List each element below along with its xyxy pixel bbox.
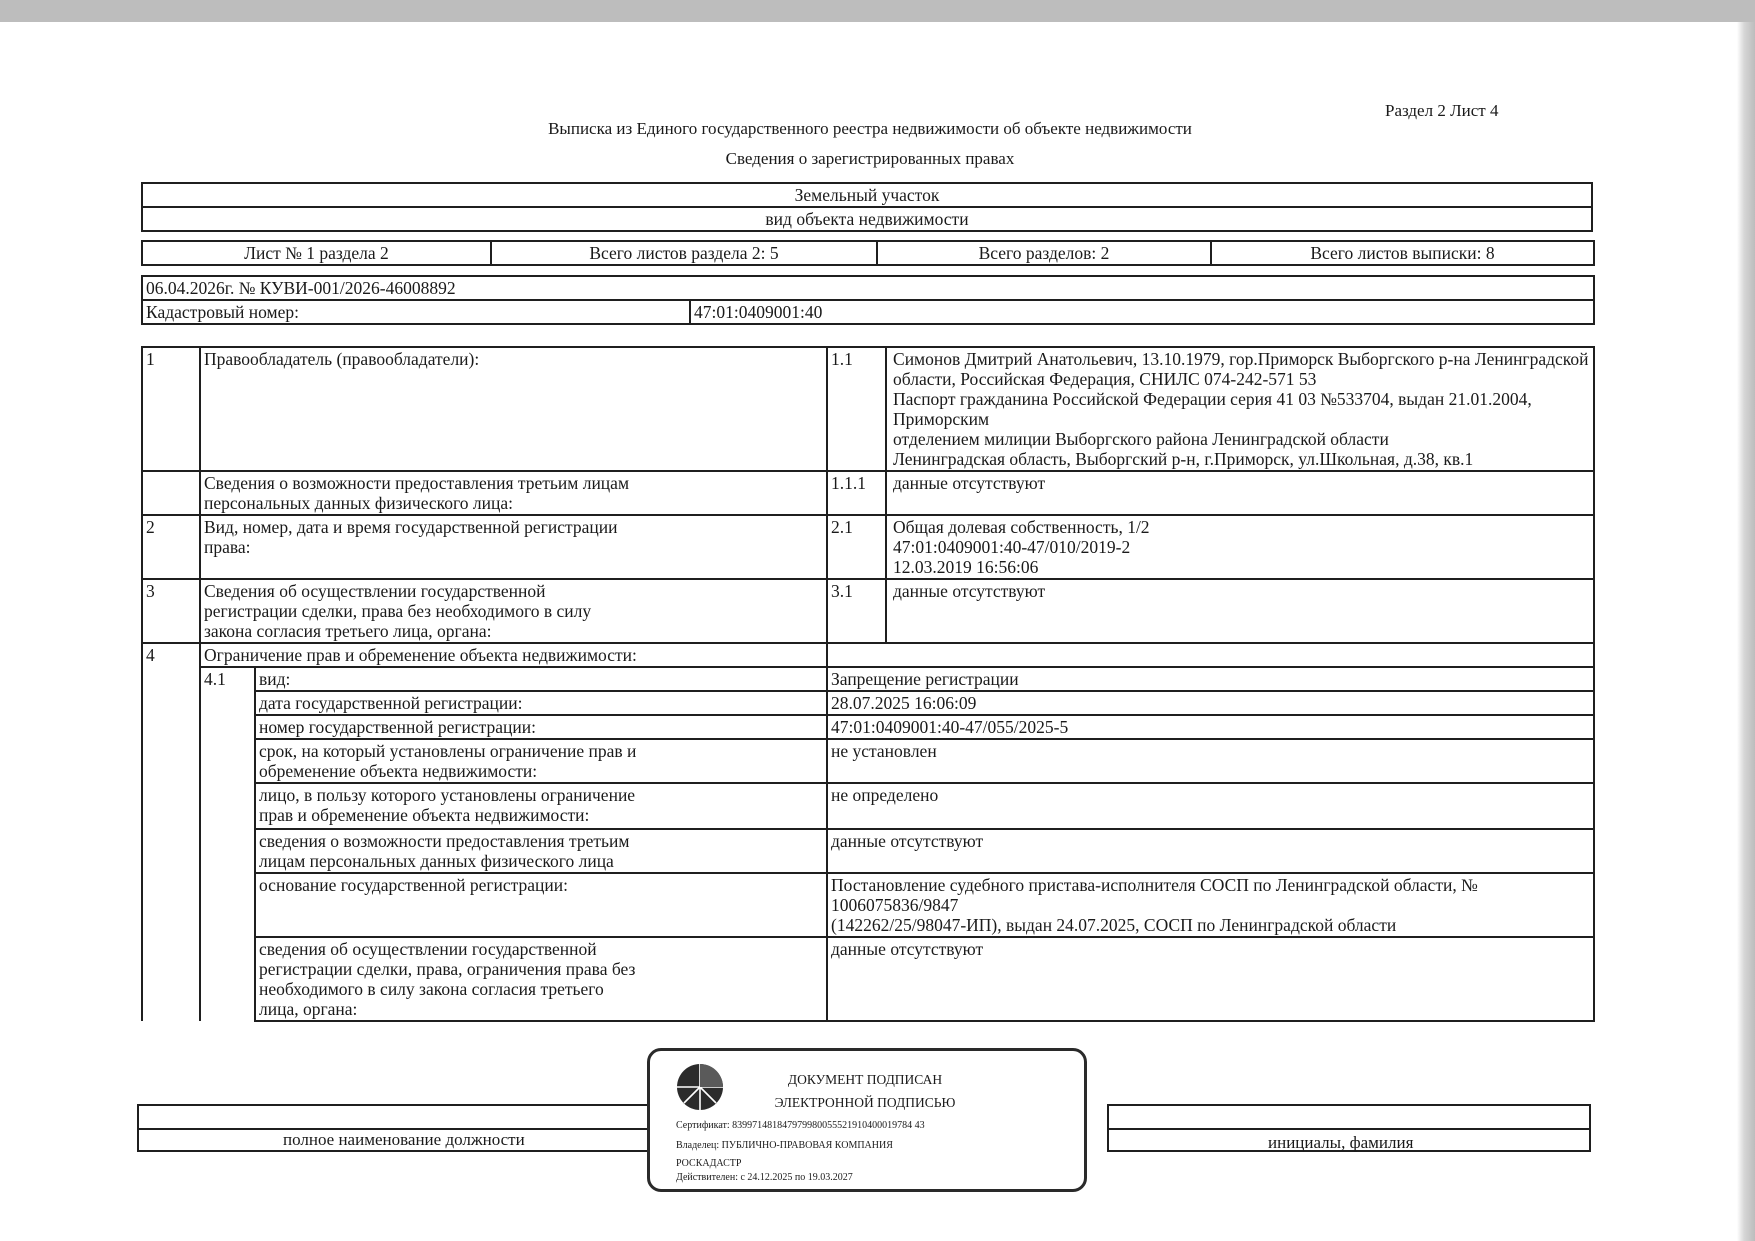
cadastral-number-value: 47:01:0409001:40 [690, 300, 1594, 324]
encumbrance-label: номер государственной регистрации: [255, 715, 827, 739]
row-value [886, 515, 1594, 579]
label-line: закона согласия третьего лица, органа: [204, 621, 492, 641]
rights-table [141, 346, 1595, 1022]
total-sheets-extract: Всего листов выписки: 8 [1211, 241, 1594, 265]
rightholder-line: Симонов Дмитрий Анатольевич, 13.10.1979, гор.Приморск Выборгского р-на Ленинградской [893, 349, 1589, 369]
signature-validity: Действителен: с 24.12.2025 по 19.03.2027 [676, 1172, 853, 1183]
object-type-value: Земельный участок [142, 183, 1592, 207]
row-label: Ограничение прав и обременение объекта недвижимости: [200, 643, 827, 667]
table-row [142, 937, 1594, 1021]
encumbrance-label: основание государственной регистрации: [255, 873, 827, 937]
row-label [200, 515, 827, 579]
rightholder-line: области, Российская Федерация, СНИЛС 074-242-571 53 [893, 369, 1317, 389]
rightholder-line: Паспорт гражданина Российской Федерации серия 41 03 №533704, выдан 21.01.2004, Приморским [893, 389, 1532, 429]
encumbrance-label [255, 783, 827, 829]
label-line: срок, на который установлены ограничение прав и [259, 741, 637, 761]
encumbrance-value: данные отсутствуют [827, 829, 1594, 873]
encumbrance-value: не определено [827, 783, 1594, 829]
table-row [142, 347, 1594, 471]
table-row [142, 471, 1594, 515]
total-sections: Всего разделов: 2 [877, 241, 1211, 265]
row-subnumber: 1.1 [827, 347, 886, 471]
row-number-empty [142, 471, 200, 515]
label-line: персональных данных физического лица: [204, 493, 514, 513]
signature-owner: Владелец: ПУБЛИЧНО-ПРАВОВАЯ КОМПАНИЯ [676, 1140, 893, 1151]
encumbrance-value: 47:01:0409001:40-47/055/2025-5 [827, 715, 1594, 739]
encumbrance-label: дата государственной регистрации: [255, 691, 827, 715]
total-sheets-section: Всего листов раздела 2: 5 [491, 241, 877, 265]
position-caption: полное наименование должности [283, 1130, 525, 1149]
table-row [142, 691, 1594, 715]
value-line: 47:01:0409001:40-47/010/2019-2 [893, 537, 1131, 557]
label-line: Сведения об осуществлении государственной [204, 581, 546, 601]
label-line: Вид, номер, дата и время государственной регистрации [204, 517, 618, 537]
signature-certificate: Сертификат: 839971481847979980055521910400019784 43 [676, 1120, 925, 1131]
document-title: Выписка из Единого государственного реестра недвижимости об объекте недвижимости [548, 119, 1192, 138]
table-row [142, 667, 1594, 691]
row-value: данные отсутствуют [886, 471, 1594, 515]
row-value-empty [827, 643, 1594, 667]
sheets-table [141, 240, 1595, 266]
label-line: регистрации сделки, права без необходимого в силу [204, 601, 592, 621]
label-line: Сведения о возможности предоставления третьим лицам [204, 473, 630, 493]
row-number: 1 [142, 347, 200, 471]
value-line: Постановление судебного пристава-исполнителя СОСП по Ленинградской области, № 1006075836/9847 [831, 875, 1478, 915]
signature-title-line1: ДОКУМЕНТ ПОДПИСАН [787, 1072, 943, 1087]
rightholder-line: отделением милиции Выборгского района Ленинградской области [893, 429, 1389, 449]
scan-top-border [0, 0, 1755, 22]
table-row [142, 739, 1594, 783]
table-row [142, 643, 1594, 667]
encumbrance-value: не установлен [827, 739, 1594, 783]
position-cell [138, 1105, 648, 1129]
rightholder-line: Ленинградская область, Выборгский р-н, г.Приморск, ул.Школьная, д.38, кв.1 [893, 449, 1474, 469]
section-sheet-label: Раздел 2 Лист 4 [1385, 101, 1499, 120]
encumbrance-label: вид: [255, 667, 827, 691]
document-id-table [141, 275, 1595, 325]
label-line: лицам персональных данных физического лица [259, 851, 614, 871]
encumbrance-label [255, 829, 827, 873]
signature-owner-line2: РОСКАДАСТР [676, 1158, 742, 1169]
table-row [142, 829, 1594, 873]
scan-right-edge [1737, 22, 1755, 1241]
value-line: (142262/25/98047-ИП), выдан 24.07.2025, СОСП по Ленинградской области [831, 915, 1397, 935]
encumbrance-value: данные отсутствуют [827, 937, 1594, 1021]
roskadastr-logo-icon [676, 1063, 724, 1111]
signature-title-line2: ЭЛЕКТРОННОЙ ПОДПИСЬЮ [774, 1095, 956, 1110]
row-subnumber: 3.1 [827, 579, 886, 643]
object-type-table [141, 182, 1593, 232]
document-date-number: 06.04.2026г. № КУВИ-001/2026-46008892 [142, 276, 1594, 300]
label-line: права: [204, 537, 251, 557]
row-number: 3 [142, 579, 200, 643]
cadastral-number-label: Кадастровый номер: [142, 300, 690, 324]
table-row [142, 515, 1594, 579]
label-line: лицо, в пользу которого установлены ограничение [259, 785, 636, 805]
sheet-number: Лист № 1 раздела 2 [142, 241, 491, 265]
row-subnumber: 1.1.1 [827, 471, 886, 515]
value-line: 12.03.2019 16:56:06 [893, 557, 1039, 577]
row-number: 4 [142, 643, 200, 1021]
label-line: необходимого в силу закона согласия третьего [259, 979, 604, 999]
row-subnumber: 2.1 [827, 515, 886, 579]
row-label: Правообладатель (правообладатели): [200, 347, 827, 471]
table-row [142, 715, 1594, 739]
rightholder-value [886, 347, 1594, 471]
encumbrance-value: Запрещение регистрации [827, 667, 1594, 691]
encumbrance-label [255, 937, 827, 1021]
row-label [200, 579, 827, 643]
row-value: данные отсутствуют [886, 579, 1594, 643]
encumbrance-value [827, 873, 1594, 937]
label-line: сведения о возможности предоставления третьим [259, 831, 630, 851]
label-line: сведения об осуществлении государственной [259, 939, 597, 959]
row-number: 2 [142, 515, 200, 579]
encumbrance-value: 28.07.2025 16:06:09 [827, 691, 1594, 715]
row-subnumber: 4.1 [200, 667, 255, 1021]
label-line: регистрации сделки, права, ограничения права без [259, 959, 636, 979]
value-line: Общая долевая собственность, 1/2 [893, 517, 1150, 537]
label-line: обременение объекта недвижимости: [259, 761, 538, 781]
row-label [200, 471, 827, 515]
electronic-signature-stamp [647, 1048, 1087, 1192]
initials-cell [1108, 1105, 1590, 1129]
object-type-caption: вид объекта недвижимости [142, 207, 1592, 231]
table-row [142, 783, 1594, 829]
encumbrance-label [255, 739, 827, 783]
label-line: прав и обременение объекта недвижимости: [259, 805, 590, 825]
table-row [142, 579, 1594, 643]
initials-caption: инициалы, фамилия [1268, 1133, 1414, 1152]
label-line: лица, органа: [259, 999, 358, 1019]
table-row [142, 873, 1594, 937]
document-subtitle: Сведения о зарегистрированных правах [725, 149, 1015, 168]
